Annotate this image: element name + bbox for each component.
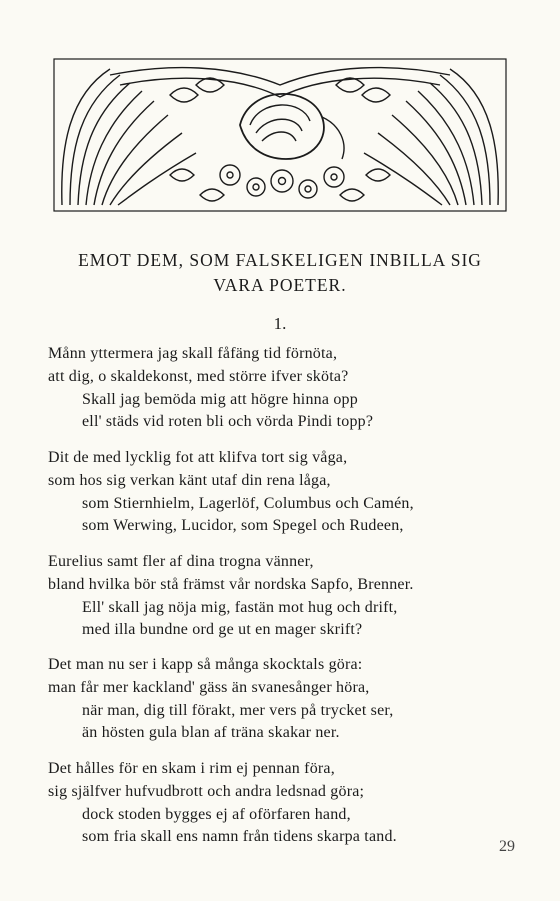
verse-line: med illa bundne ord ge ut en mager skrift? bbox=[82, 621, 363, 638]
verse-line: som Werwing, Lucidor, som Spegel och Rudeen, bbox=[82, 517, 404, 534]
verse-line: att dig, o skaldekonst, med större ifver sköta? bbox=[48, 368, 349, 385]
floral-headpiece-ornament bbox=[50, 55, 510, 215]
verse-line: när man, dig till förakt, mer vers på trycket ser, bbox=[82, 702, 394, 719]
verse-line: Ell' skall jag nöja mig, fastän mot hug och drift, bbox=[82, 599, 398, 616]
verse-line: sig själfver hufvudbrott och andra ledsnad göra; bbox=[48, 783, 365, 800]
verse-line: man får mer kackland' gäss än svanesånger höra, bbox=[48, 679, 370, 696]
verse-line: bland hvilka bör stå främst vår nordska Sapfo, Brenner. bbox=[48, 576, 414, 593]
poem-title-line-1: EMOT DEM, SOM FALSKELIGEN INBILLA SIG bbox=[78, 250, 482, 270]
section-number: 1. bbox=[273, 314, 287, 333]
poem-title-line-2: VARA POETER. bbox=[213, 275, 347, 295]
verse-line: som hos sig verkan känt utaf din rena låga, bbox=[48, 472, 331, 489]
verse-line: Eurelius samt fler af dina trogna vänner, bbox=[48, 553, 314, 570]
verse-line: än hösten gula blan af träna skakar ner. bbox=[82, 724, 340, 741]
verse-line: Det man nu ser i kapp så många skocktals göra: bbox=[48, 656, 363, 673]
verse-line: Månn yttermera jag skall fåfäng tid förnöta, bbox=[48, 345, 338, 362]
page-number: 29 bbox=[499, 838, 515, 855]
verse-line: som Stiernhielm, Lagerlöf, Columbus och Camén, bbox=[82, 495, 414, 512]
verse-line: Skall jag bemöda mig att högre hinna opp bbox=[82, 391, 358, 408]
verse-line: Det hålles för en skam i rim ej pennan föra, bbox=[48, 760, 335, 777]
verse-line: dock stoden bygges ej af oförfaren hand, bbox=[82, 806, 351, 823]
verse-line: Dit de med lycklig fot att klifva tort sig våga, bbox=[48, 449, 348, 466]
verse-line: som fria skall ens namn från tidens skarpa tand. bbox=[82, 828, 397, 845]
verse-line: ell' städs vid roten bli och vörda Pindi topp? bbox=[82, 413, 374, 430]
